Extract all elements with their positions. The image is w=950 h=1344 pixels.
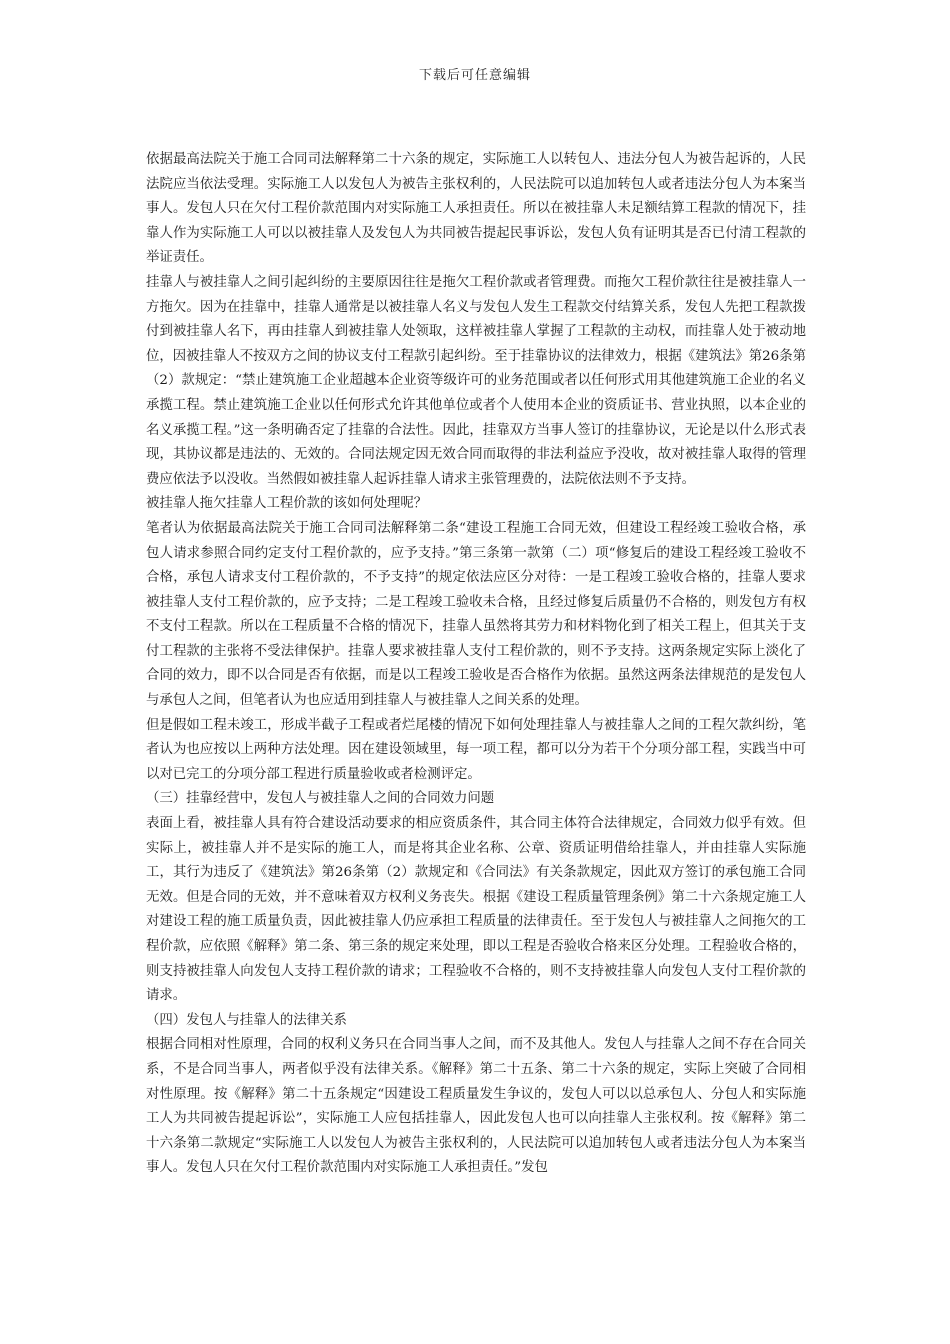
paragraph: 表面上看，被挂靠人具有符合建设活动要求的相应资质条件，其合同主体符合法律规定，合同效力似乎有效。但实际上，被挂靠人并不是实际的施工人，而是将其企业名称、公章、资质证明借给挂靠人，并由挂靠人实际施工，其行为违反了《建筑法》第26条第（2）款规定和《合同法》有关条款规定，因此双方签订的承包施工合同无效。但是合同的无效，并不意味着双方权利义务丧失。根据《建设工程质量管理条例》第二十六条规定施工人对建设工程的施工质量负责，因此被挂靠人仍应承担工程质量的法律责任。至于发包人与被挂靠人之间拖欠的工程价款，应依照《解释》第二条、第三条的规定来处理，即以工程是否验收合格来区分处理。工程验收合格的，则支持被挂靠人向发包人支持工程价款的请求；工程验收不合格的，则不支持被挂靠人向发包人支付工程价款的请求。 [146, 816, 806, 1004]
document-body [146, 148, 806, 1181]
paragraph: 被挂靠人拖欠挂靠人工程价款的该如何处理呢？ [146, 496, 428, 512]
paragraph: 依据最高法院关于施工合同司法解释第二十六条的规定，实际施工人以转包人、违法分包人为被告起诉的，人民法院应当依法受理。实际施工人以发包人为被告主张权利的，人民法院可以追加转包人或者违法分包人为本案当事人。发包人只在欠付工程价款范围内对实际施工人承担责任。所以在被挂靠人未足额结算工程款的情况下，挂靠人作为实际施工人可以以被挂靠人及发包人为共同被告提起民事诉讼，发包人负有证明其是否已付清工程款的举证责任。 [146, 152, 806, 266]
paragraph: 但是假如工程未竣工，形成半截子工程或者烂尾楼的情况下如何处理挂靠人与被挂靠人之间的工程欠款纠纷，笔者认为也应按以上两种方法处理。因在建设领域里，每一项工程，都可以分为若干个分项分部工程，实践当中可以对已完工的分项分部工程进行质量验收或者检测评定。 [146, 717, 806, 782]
paragraph: 挂靠人与被挂靠人之间引起纠纷的主要原因往往是拖欠工程价款或者管理费。而拖欠工程价款往往是被挂靠人一方拖欠。因为在挂靠中，挂靠人通常是以被挂靠人名义与发包人发生工程款交付结算关系，发包人先把工程款拨付到被挂靠人名下，再由挂靠人到被挂靠人处领取，这样被挂靠人掌握了工程款的主动权，而挂靠人处于被动地位，因被挂靠人不按双方之间的协议支付工程款引起纠纷。至于挂靠协议的法律效力，根据《建筑法》第26条第（2）款规定：“禁止建筑施工企业超越本企业资等级许可的业务范围或者以任何形式用其他建筑施工企业的名义承揽工程。禁止建筑施工企业以任何形式允许其他单位或者个人使用本企业的资质证书、营业执照，以本企业的名义承揽工程。”这一条明确否定了挂靠的合法性。因此，挂靠双方当事人签订的挂靠协议，无论是以什么形式表现，其协议都是违法的、无效的。合同法规定因无效合同而取得的非法利益应予没收，故对被挂靠人取得的管理费应依法予以没收。当然假如被挂靠人起诉挂靠人请求主张管理费的，法院依法则不予支持。 [146, 274, 806, 487]
paragraph: 笔者认为依据最高法院关于施工合同司法解释第二条“建设工程施工合同无效，但建设工程经竣工验收合格，承包人请求参照合同约定支付工程价款的，应予支持。”第三条第一款第（二）项“修复后的建设工程经竣工验收不合格，承包人请求支付工程价款的，不予支持”的规定依法应区分对待：一是工程竣工验收合格的，挂靠人要求被挂靠人支付工程价款的，应予支持；二是工程竣工验收未合格，且经过修复后质量仍不合格的，则发包方有权不支付工程款。所以在工程质量不合格的情况下，挂靠人虽然将其劳力和材料物化到了相关工程上，但其关于支付工程款的主张将不受法律保护。挂靠人要求被挂靠人支付工程价款的，则不予支持。这两条规定实际上淡化了合同的效力，即不以合同是否有依据，而是以工程竣工验收是否合格作为依据。虽然这两条法律规范的是发包人与承包人之间，但笔者认为也应适用到挂靠人与被挂靠人之间关系的处理。 [146, 520, 806, 709]
paragraph: 根据合同相对性原理，合同的权利义务只在合同当事人之间，而不及其他人。发包人与挂靠人之间不存在合同关系，不是合同当事人，两者似乎没有法律关系。《解释》第二十五条、第二十六条的规定，实际上突破了合同相对性原理。按《解释》第二十五条规定“因建设工程质量发生争议的，发包人可以以总承包人、分包人和实际施工人为共同被告提起诉讼”，实际施工人应包括挂靠人，因此发包人也可以向挂靠人主张权利。按《解释》第二十六条第二款规定“实际施工人以发包人为被告主张权利的，人民法院可以追加转包人或者违法分包人为本案当事人。发包人只在欠付工程价款范围内对实际施工人承担责任。”发包 [146, 1037, 806, 1176]
section-heading: （三）挂靠经营中，发包人与被挂靠人之间的合同效力问题 [146, 791, 495, 807]
section-heading: （四）发包人与挂靠人的法律关系 [146, 1012, 347, 1028]
page-header: 下载后可任意编辑 [418, 68, 531, 83]
